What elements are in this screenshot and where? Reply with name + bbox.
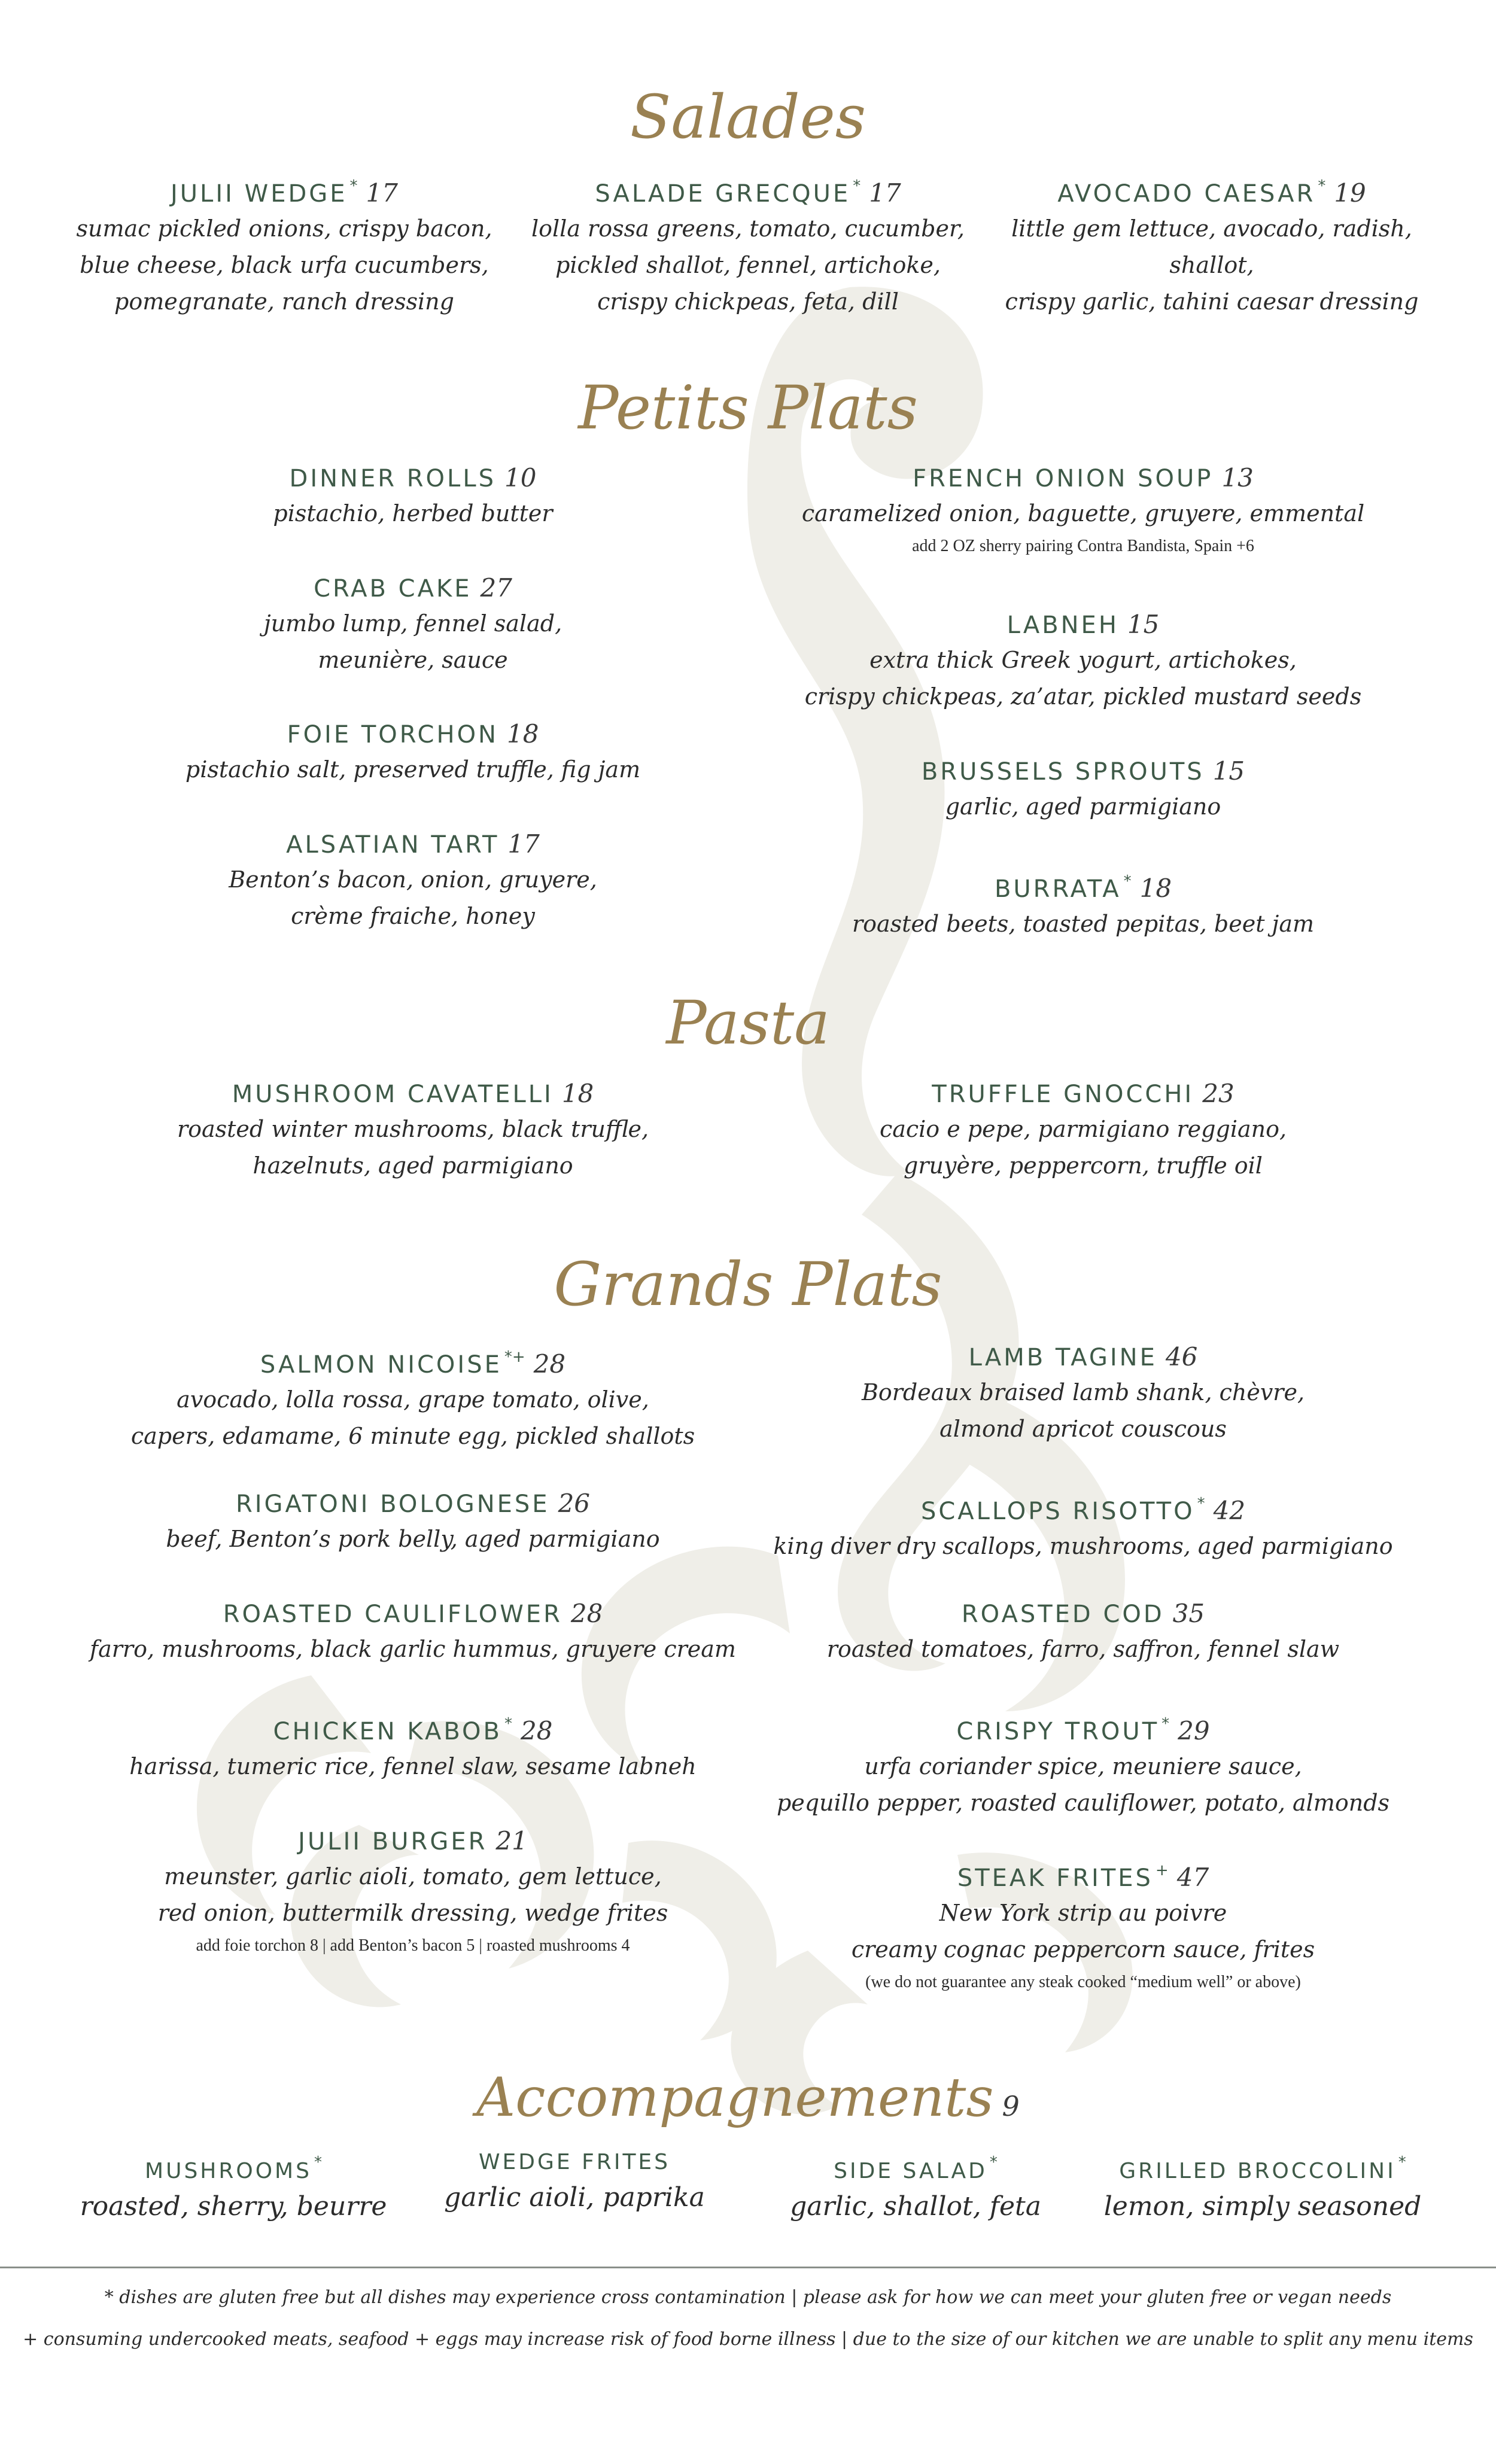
menu-item-mushroom-cavatelli: MUSHROOM CAVATELLI 18 roasted winter mushrooms, black truffle, hazelnuts, aged parmigiano — [177, 1079, 649, 1179]
menu-item-julii-burger: JULII BURGER 21 meunster, garlic aioli, tomato, gem lettuce, red onion, buttermilk dressing, wedge frites add foie torchon 8 | add Benton’s bacon 5 | roasted mushrooms 4 — [90, 1824, 736, 1960]
menu-item-steak-frites: STEAK FRITES + 47 New York strip au poivre creamy cognac peppercorn sauce, frites (we do not guarantee any steak cooked “medium well” or above) — [760, 1854, 1406, 1997]
section-title-salades: Salades — [630, 82, 866, 152]
menu-item-julii-wedge: JULII WEDGE * 17 sumac pickled onions, crispy bacon, blue cheese, black urfa cucumbers, pomegranate, ranch dressing — [54, 169, 515, 320]
menu-item-avocado-caesar: AVOCADO CAESAR * 19 little gem lettuce, avocado, radish, shallot, crispy garlic, tahini caesar dressing — [981, 169, 1442, 320]
item-name: SALADE GRECQUE * 17 — [595, 177, 901, 208]
item-note: (we do not guarantee any steak cooked “medium well” or above) — [865, 1973, 1301, 1991]
item-note: add 2 OZ sherry pairing Contra Bandista, Spain +6 — [912, 537, 1254, 555]
menu-item-chicken-kabob: CHICKEN KABOB * 28 harissa, tumeric rice, fennel slaw, sesame labneh — [129, 1715, 697, 1779]
menu-item-salade-grecque: SALADE GRECQUE * 17 lolla rossa greens, tomato, cucumber, pickled shallot, fennel, artichoke, crispy chickpeas, feta, dill — [518, 169, 978, 320]
menu-item-roasted-cauliflower: ROASTED CAULIFLOWER 28 farro, mushrooms, black garlic hummus, gruyere cream — [90, 1599, 736, 1662]
section-title-pasta: Pasta — [666, 988, 830, 1058]
side-item-mushrooms: MUSHROOMS * roasted, sherry, beurre — [80, 2153, 387, 2222]
menu-item-rigatoni-bolognese: RIGATONI BOLOGNESE 26 beef, Benton’s pork belly, aged parmigiano — [166, 1489, 660, 1552]
item-name: AVOCADO CAESAR * 19 — [1057, 177, 1366, 208]
menu-item-salmon-nicoise: SALMON NICOISE *+ 28 avocado, lolla rossa, grape tomato, olive, capers, edamame, 6 minute egg, pickled shallots — [130, 1348, 695, 1449]
menu-item-labneh: LABNEH 15 extra thick Greek yogurt, artichokes, crispy chickpeas, za’atar, pickled mustard seeds — [804, 610, 1362, 710]
menu-item-crab-cake: CRAB CAKE 27 jumbo lump, fennel salad, meunière, sauce — [263, 573, 562, 673]
item-note: add foie torchon 8 | add Benton’s bacon 5 | roasted mushrooms 4 — [196, 1936, 630, 1955]
menu-item-scallops-risotto: SCALLOPS RISOTTO * 42 king diver dry scallops, mushrooms, aged parmigiano — [773, 1495, 1393, 1559]
side-item-grilled-broccolini: GRILLED BROCCOLINI * lemon, simply seasoned — [1103, 2153, 1422, 2222]
menu-item-french-onion-soup: FRENCH ONION SOUP 13 caramelized onion, baguette, gruyere, emmental add 2 OZ sherry pairing Contra Bandista, Spain +6 — [760, 461, 1406, 561]
footer-gluten-note: * dishes are gluten free but all dishes may experience cross contamination | please ask for how we can meet your gluten free or vegan needs — [104, 2287, 1392, 2308]
menu-item-truffle-gnocchi: TRUFFLE GNOCCHI 23 cacio e pepe, parmigiano reggiano, gruyère, peppercorn, truffle oil — [879, 1079, 1287, 1179]
menu-item-dinner-rolls: DINNER ROLLS 10 pistachio, herbed butter — [273, 463, 553, 527]
item-name: JULII WEDGE * 17 — [170, 177, 398, 208]
footer-health-note: + consuming undercooked meats, seafood + eggs may increase risk of food borne illness | due to the size of our kitchen we are unable to split any menu items — [23, 2329, 1473, 2350]
menu-item-roasted-cod: ROASTED COD 35 roasted tomatoes, farro, saffron, fennel slaw — [826, 1599, 1340, 1662]
accompagnements-price: 9 — [1002, 2090, 1020, 2122]
menu-item-foie-torchon: FOIE TORCHON 18 pistachio salt, preserved truffle, fig jam — [185, 719, 641, 783]
section-title-accompagnements: Accompagnements 9 — [476, 2066, 1020, 2129]
footer-divider — [0, 2267, 1496, 2268]
section-title-petits-plats: Petits Plats — [578, 373, 918, 443]
section-title-grands-plats: Grands Plats — [554, 1249, 942, 1319]
menu-item-lamb-tagine: LAMB TAGINE 46 Bordeaux braised lamb shank, chèvre, almond apricot couscous — [861, 1342, 1305, 1442]
menu-item-crispy-trout: CRISPY TROUT * 29 urfa coriander spice, meuniere sauce, pequillo pepper, roasted cauliflower, potato, almonds — [776, 1715, 1390, 1816]
side-item-wedge-frites: WEDGE FRITES garlic aioli, paprika — [444, 2150, 705, 2213]
menu-item-burrata: BURRATA * 18 roasted beets, toasted pepitas, beet jam — [852, 872, 1315, 937]
side-item-side-salad: SIDE SALAD * garlic, shallot, feta — [790, 2153, 1041, 2222]
menu-item-brussels-sprouts: BRUSSELS SPROUTS 15 garlic, aged parmigiano — [921, 756, 1245, 820]
menu-item-alsatian-tart: ALSATIAN TART 17 Benton’s bacon, onion, gruyere, crème fraiche, honey — [229, 829, 597, 929]
